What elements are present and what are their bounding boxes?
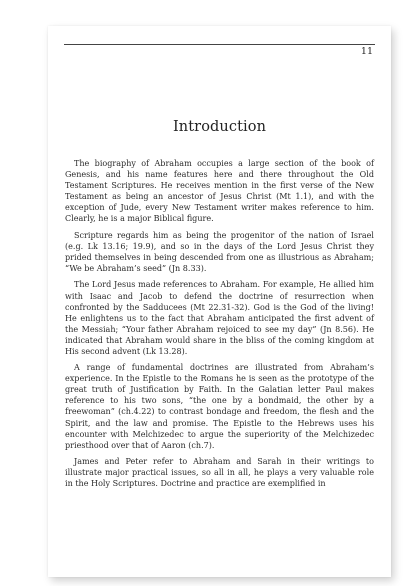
paragraph: The Lord Jesus made references to Abraham. For example, He allied him with Isaac and Jacob to defend the doctrine of resurrection when confronted by the Sadducees (Mt 22.31-32). God is the God of the living! He enlightens us to the fact that Abraham anticipated the first advent of the Messiah; “Your father Abraham rejoiced to see my day” (Jn 8.56). He indicated that Abraham would share in the bliss of the coming kingdom at His second advent (Lk 13.28).	[65, 280, 374, 356]
paragraph: The biography of Abraham occupies a large section of the book of Genesis, and his name features here and there throughout the Old Testament Scriptures. He receives mention in the first verse of the New Testament as being an ancestor of Jesus Christ (Mt 1.1), and with the exception of Jude, every New Testament writer makes reference to him. Clearly, he is a major Biblical figure.	[65, 159, 374, 224]
body-text	[65, 158, 374, 495]
paragraph: A range of fundamental doctrines are illustrated from Abraham’s experience. In the Epistle to the Romans he is seen as the prototype of the great truth of Justification by Faith. In the Galatian letter Paul makes reference to his two sons, “the one by a bondmaid, the other by a freewoman” (ch.4.22) to contrast bondage and freedom, the flesh and the Spirit, and the law and promise. The Epistle to the Hebrews uses his encounter with Melchizedec to argue the superiority of the Melchizedec priesthood over that of Aaron (ch.7).	[65, 363, 374, 450]
book-page	[48, 26, 391, 577]
page-number: 11	[360, 46, 373, 57]
chapter-title: Introduction	[172, 119, 267, 135]
paragraph: James and Peter refer to Abraham and Sarah in their writings to illustrate major practical issues, so all in all, he plays a very valuable role in the Holy Scriptures. Doctrine and practice are exemplified in	[65, 457, 374, 489]
paragraph: Scripture regards him as being the progenitor of the nation of Israel (e.g. Lk 13.16; 19.9), and so in the days of the Lord Jesus Christ they prided themselves in being descended from one as illustrious as Abraham; “We be Abraham’s seed” (Jn 8.33).	[65, 230, 374, 273]
header-rule	[64, 44, 375, 45]
